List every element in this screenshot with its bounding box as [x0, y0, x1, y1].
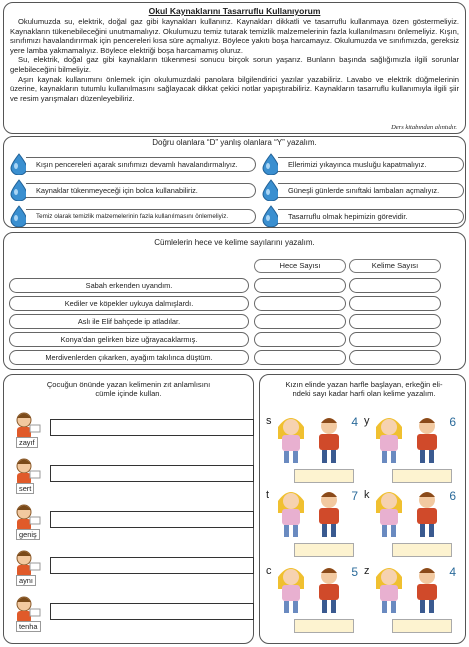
- girl-icon: [370, 563, 408, 615]
- letter-word-title: [266, 380, 462, 398]
- letter-title-line-2: ndeki sayı kadar harfi olan kelime yazalım.: [292, 389, 436, 398]
- start-letter: z: [364, 565, 370, 577]
- word-answer-cell[interactable]: [349, 296, 441, 311]
- antonym-word: aynı: [16, 575, 36, 586]
- antonym-row: [10, 457, 254, 497]
- tf-statement: Tasarruflu olmak hepimizin görevidir.: [278, 209, 464, 224]
- letter-word-answer-box[interactable]: [294, 469, 354, 483]
- boy-icon: [310, 563, 348, 615]
- reading-source: Ders kitabından alıntıdır.: [391, 124, 457, 131]
- letter-count: 5: [351, 565, 358, 579]
- tf-statement: Kışın pencereleri açarak sınıfımızı devamlı havalandırmalıyız.: [26, 157, 256, 172]
- sentence-text: Kediler ve köpekler uykuya dalmışlardı.: [9, 296, 249, 311]
- antonym-title-line-1: Çocuğun önünde yazan kelimenin zıt anlamlısını: [46, 380, 211, 389]
- tf-item[interactable]: [260, 205, 464, 225]
- antonym-title-line-2: cümle içinde kullan.: [95, 389, 162, 398]
- letter-count: 4: [351, 415, 358, 429]
- sentence-text: Konya’dan gelirken bize uğrayacaklarmış.: [9, 332, 249, 347]
- tf-statement: Ellerimizi yıkayınca musluğu kapatmalıyız.: [278, 157, 464, 172]
- antonym-answer-box[interactable]: [50, 557, 254, 574]
- letter-word-answer-box[interactable]: [392, 469, 452, 483]
- word-column-header: Kelime Sayısı: [349, 259, 441, 273]
- tf-statement: Güneşli günlerde sınıftaki lambaları açmalıyız.: [278, 183, 464, 198]
- letter-title-line-1: Kızın elinde yazan harfle başlayan, erkeğin eli-: [285, 380, 443, 389]
- reading-paragraph-2: Su, elektrik, doğal gaz gibi kaynakların tükenmesi sonucu birçok sorun yaşarız. Bunların başında sağlığımızla ilgili sorunlar gelebileceğini bilmeliyiz.: [10, 55, 459, 74]
- tf-item[interactable]: [8, 153, 256, 173]
- antonym-word: geniş: [16, 529, 40, 540]
- letter-word-item: [364, 561, 464, 633]
- tf-item[interactable]: [260, 179, 464, 199]
- letter-count: 6: [449, 415, 456, 429]
- start-letter: y: [364, 415, 370, 427]
- syllable-column-header: Hece Sayısı: [254, 259, 346, 273]
- sentence-text: Sabah erkenden uyandım.: [9, 278, 249, 293]
- letter-word-item: [364, 485, 464, 557]
- reading-paragraph-1: Okulumuzda su, elektrik, doğal gaz gibi kaynakları kullanırız. Kaynakları dikkatli ve tasarruflu kullanmaya özen göstermeliyiz. Kaynakların tükenebileceğini unutmamalıyız. Okulumuzu temiz tutarak temizlik malzemelerinin fazla kullanılmasını önlemeliyiz. Kışın, sınıfımızı havalandırırmak için pencereleri kısa süre açmalıyız. Böylece yakıtı boşa harcamayız. Okulumuzda ve sınıfımızda, gereksiz yere lamba yakmamalıyız. Böylece elektriği boşa harcamamış oluruz.: [10, 17, 459, 55]
- start-letter: k: [364, 489, 370, 501]
- letter-word-item: [266, 411, 366, 483]
- girl-icon: [272, 563, 310, 615]
- reading-paragraph-3: Aşırı kaynak kullanımını önlemek için okulumuzdaki panolara bilgilendirici yazılar yazabiliriz. Lavabo ve elektrik düğmelerinin üzerine, kaynakların tutumlu kullanılmasını sağlayacak dikkat çekici notlar yapıştırabiliriz. Kaynakların tasarruflu kullanımıyla ilgili şiir ve resim yarışmaları düzenleyebiliriz.: [10, 74, 459, 103]
- word-answer-cell[interactable]: [349, 350, 441, 365]
- tf-statement: Temiz olarak temizlik malzemelerinin fazla kullanılmasını önlemeliyiz.: [26, 209, 256, 224]
- letter-count: 7: [351, 489, 358, 503]
- letter-word-section: [259, 374, 466, 644]
- letter-count: 4: [449, 565, 456, 579]
- letter-word-item: [266, 561, 366, 633]
- syllable-title: Cümlelerin hece ve kelime sayılarını yazalım.: [154, 238, 315, 247]
- letter-word-item: [364, 411, 464, 483]
- true-false-section: [3, 136, 466, 228]
- boy-icon: [310, 413, 348, 465]
- antonym-word: sert: [16, 483, 34, 494]
- word-answer-cell[interactable]: [349, 314, 441, 329]
- antonym-section: [3, 374, 254, 644]
- boy-icon: [408, 413, 446, 465]
- girl-icon: [370, 413, 408, 465]
- letter-word-answer-box[interactable]: [294, 543, 354, 557]
- reading-section: [3, 2, 466, 134]
- word-answer-cell[interactable]: [349, 332, 441, 347]
- tf-item[interactable]: [260, 153, 464, 173]
- boy-icon: [310, 487, 348, 539]
- letter-word-answer-box[interactable]: [294, 619, 354, 633]
- antonym-row: [10, 595, 254, 635]
- antonym-row: [10, 549, 254, 589]
- girl-icon: [370, 487, 408, 539]
- tf-item[interactable]: [8, 179, 256, 199]
- boy-icon: [408, 487, 446, 539]
- letter-word-answer-box[interactable]: [392, 543, 452, 557]
- antonym-title: [4, 380, 253, 398]
- reading-title: Okul Kaynaklarını Tasarruflu Kullanıyorum: [148, 6, 321, 16]
- antonym-row: [10, 503, 254, 543]
- antonym-answer-box[interactable]: [50, 419, 254, 436]
- syllable-answer-cell[interactable]: [254, 314, 346, 329]
- start-letter: c: [266, 565, 272, 577]
- syllable-answer-cell[interactable]: [254, 278, 346, 293]
- girl-icon: [272, 413, 310, 465]
- letter-word-item: [266, 485, 366, 557]
- syllable-count-section: [3, 232, 466, 370]
- tf-statement: Kaynaklar tükenmeyeceği için bolca kullanabiliriz.: [26, 183, 256, 198]
- tf-item[interactable]: [8, 205, 256, 225]
- sentence-text: Merdivenlerden çıkarken, ayağım takılınca düştüm.: [9, 350, 249, 365]
- syllable-answer-cell[interactable]: [254, 332, 346, 347]
- antonym-answer-box[interactable]: [50, 511, 254, 528]
- antonym-row: [10, 411, 254, 451]
- start-letter: s: [266, 415, 272, 427]
- antonym-answer-box[interactable]: [50, 465, 254, 482]
- letter-word-answer-box[interactable]: [392, 619, 452, 633]
- letter-count: 6: [449, 489, 456, 503]
- start-letter: t: [266, 489, 270, 501]
- boy-icon: [408, 563, 446, 615]
- antonym-answer-box[interactable]: [50, 603, 254, 620]
- true-false-title: Doğru olanlara “D” yanlış olanlara “Y” yazalım.: [152, 138, 317, 147]
- word-answer-cell[interactable]: [349, 278, 441, 293]
- girl-icon: [272, 487, 310, 539]
- antonym-word: tenha: [16, 621, 41, 632]
- syllable-answer-cell[interactable]: [254, 296, 346, 311]
- antonym-word: zayıf: [16, 437, 38, 448]
- sentence-text: Aslı ile Elif bahçede ip atladılar.: [9, 314, 249, 329]
- syllable-answer-cell[interactable]: [254, 350, 346, 365]
